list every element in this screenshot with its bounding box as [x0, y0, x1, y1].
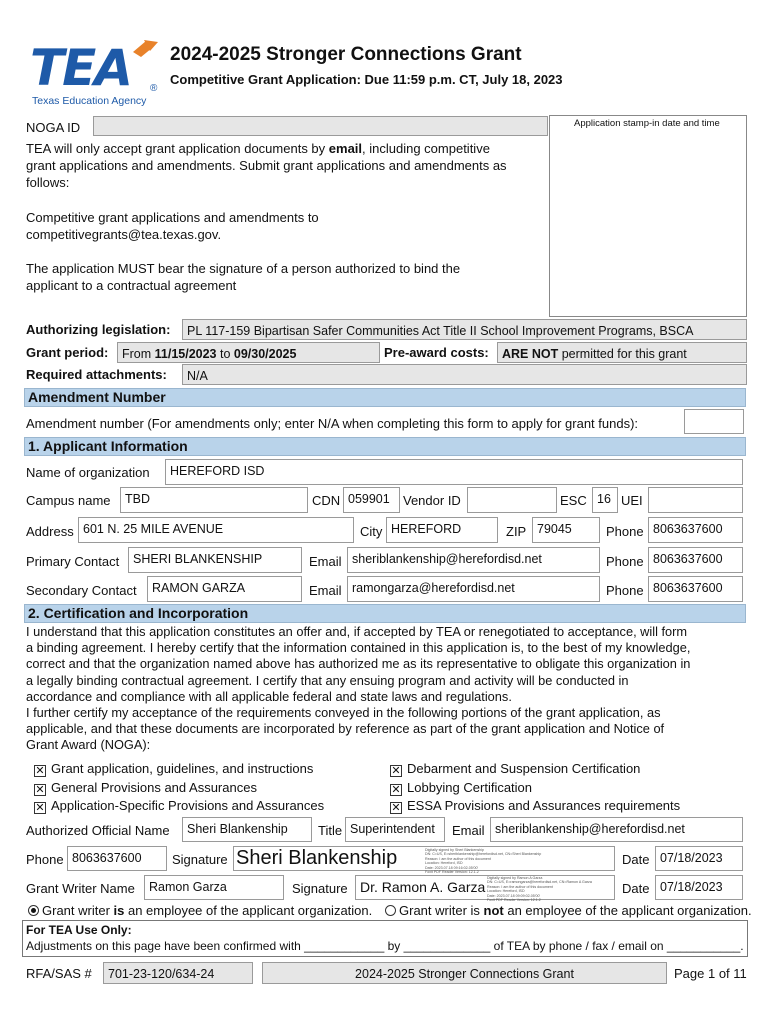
- check-debarment[interactable]: ✕ Debarment and Suspension Certification: [391, 761, 641, 777]
- zip-label: ZIP: [506, 524, 527, 539]
- primary-contact-field[interactable]: SHERI BLANKENSHIP: [128, 547, 302, 573]
- vendor-label: Vendor ID: [403, 493, 461, 508]
- submission-email: competitivegrants@tea.texas.gov.: [26, 227, 222, 242]
- checkbox-checked-icon: ✕: [35, 783, 45, 796]
- primary-phone-label: Phone: [606, 554, 644, 569]
- logo-subtitle: Texas Education Agency: [32, 95, 147, 107]
- checkbox-checked-icon: ✕: [35, 802, 45, 814]
- writer-signature: Dr. Ramon A. Garza: [360, 879, 486, 895]
- check-essa[interactable]: ✕ ESSA Provisions and Assurances requirements: [391, 798, 681, 814]
- noga-field[interactable]: [93, 116, 548, 136]
- amendment-field[interactable]: [684, 409, 744, 434]
- checklist-left: [34, 760, 324, 816]
- official-title-field[interactable]: Superintendent: [345, 817, 445, 842]
- zip-field[interactable]: 79045: [532, 517, 600, 543]
- amendment-label: Amendment number (For amendments only; enter N/A when completing this form to apply for grant funds):: [26, 416, 639, 431]
- attachments-label: Required attachments:: [26, 367, 167, 382]
- official-phone-field[interactable]: 8063637600: [67, 846, 167, 871]
- secondary-phone-field[interactable]: 8063637600: [648, 576, 743, 602]
- logo-registered: ®: [150, 83, 158, 94]
- grant-period-field: From 11/15/2023 to 09/30/2025: [117, 342, 380, 363]
- intro-paragraph-2: Competitive grant applications and amendments to competitivegrants@tea.texas.gov.: [26, 210, 319, 242]
- certification-heading: 2. Certification and Incorporation: [24, 604, 746, 623]
- intro-paragraph-3: The application MUST bear the signature of a person authorized to bind the applicant to a contractual agreement: [26, 261, 461, 293]
- tea-logo: [28, 38, 163, 108]
- writer-name-field[interactable]: Ramon Garza: [144, 875, 284, 900]
- official-signature-meta: Digitally signed by Sheri Blankenship DN: C=US, E=sheriblankenship@herefordisd.net, CN=Sheri Blankenship Reason: I am the author of this document Location: Hereford, ISD Date: 2023.07.18 09:16:02-05'00' Foxit PDF Reader Version: 12.1.2: [425, 848, 542, 875]
- official-name-field[interactable]: Sheri Blankenship: [182, 817, 312, 842]
- official-title-label: Title: [318, 823, 343, 838]
- rfa-field: 701-23-120/634-24: [103, 962, 253, 984]
- secondary-email-label: Email: [309, 583, 342, 598]
- campus-label: Campus name: [26, 493, 111, 508]
- uei-field[interactable]: [648, 487, 743, 513]
- vendor-field[interactable]: [467, 487, 557, 513]
- preaward-label: Pre-award costs:: [384, 345, 489, 360]
- check-specific-provisions[interactable]: ✕ Application-Specific Provisions and Assurances: [35, 798, 325, 814]
- primary-email-field[interactable]: sheriblankenship@herefordisd.net: [347, 547, 600, 573]
- preaward-field: ARE NOT permitted for this grant: [497, 342, 747, 363]
- stamp-box: [549, 115, 747, 317]
- primary-phone-field[interactable]: 8063637600: [648, 547, 743, 573]
- tea-use-box: [22, 920, 748, 957]
- logo-letters: TEA: [30, 39, 131, 97]
- official-date-label: Date: [622, 852, 650, 867]
- campus-field[interactable]: TBD: [120, 487, 308, 513]
- radio-unselected-icon: [385, 905, 396, 916]
- page-number: Page 1 of 11: [674, 966, 747, 981]
- check-grant-application[interactable]: ✕ Grant application, guidelines, and instructions: [35, 761, 314, 777]
- page-subtitle: Competitive Grant Application: Due 11:59 p.m. CT, July 18, 2023: [170, 72, 563, 87]
- official-date-field[interactable]: 07/18/2023: [655, 846, 743, 871]
- org-field[interactable]: HEREFORD ISD: [165, 459, 743, 485]
- city-label: City: [360, 524, 383, 539]
- page-title: 2024-2025 Stronger Connections Grant: [170, 44, 522, 65]
- primary-contact-label: Primary Contact: [26, 554, 120, 569]
- program-name-field: 2024-2025 Stronger Connections Grant: [262, 962, 667, 984]
- checkbox-checked-icon: ✕: [391, 765, 401, 777]
- writer-signature-label: Signature: [292, 881, 348, 896]
- tea-use-text: Adjustments on this page have been confirmed with ____________ by _____________ of TEA by phone / fax / email on ___________.: [26, 939, 744, 953]
- address-label: Address: [26, 524, 74, 539]
- certification-text: I understand that this application constitutes an offer and, if accepted by TEA or renegotiated to acceptance, will form a binding agreement. I hereby certify that the information contained in this application is, to the best of my knowledge, correct and that the organization named above has authorized me as its representative to obligate this organization in a legally binding contractual agreement. I certify that any ensuing program and activity will be conducted in accordance and compliance with all applicable federal and state laws and regulations. I further certify my acceptance of the requirements conveyed in the following portions of the grant application, as applicable, and that these documents are incorporated by reference as part of the grant application and Notice of Grant Award (NOGA):: [26, 624, 691, 753]
- checkbox-checked-icon: ✕: [391, 802, 401, 814]
- official-name-label: Authorized Official Name: [26, 823, 170, 838]
- cdn-label: CDN: [312, 493, 341, 508]
- official-signature: Sheri Blankenship: [236, 847, 398, 869]
- primary-email-label: Email: [309, 554, 342, 569]
- phone-field[interactable]: 8063637600: [648, 517, 743, 543]
- official-phone-label: Phone: [26, 852, 64, 867]
- phone-label: Phone: [606, 524, 644, 539]
- city-field[interactable]: HEREFORD: [386, 517, 498, 543]
- amendment-heading: Amendment Number: [24, 388, 746, 407]
- secondary-email-field[interactable]: ramongarza@herefordisd.net: [347, 576, 600, 602]
- checkbox-checked-icon: ✕: [35, 765, 45, 777]
- attachments-field: N/A: [182, 364, 747, 385]
- writer-signature-meta: Digitally signed by Ramon A Garza DN: C=US, E=ramongarza@herefordisd.net, CN=Ramon A Garza Reason: I am the author of this document Location: Hereford, ISD Date: 2023.07.18 09:09:02-05'00' Foxit PDF Reader Version: 12.1.2: [487, 876, 592, 903]
- official-signature-label: Signature: [172, 852, 228, 867]
- radio-writer-not-employee[interactable]: Grant writer is not an employee of the applicant organization.: [385, 903, 752, 919]
- rfa-label: RFA/SAS #: [26, 966, 92, 981]
- esc-field[interactable]: 16: [592, 487, 618, 513]
- official-email-label: Email: [452, 823, 485, 838]
- checkbox-checked-icon: ✕: [391, 783, 401, 796]
- tea-use-heading: For TEA Use Only:: [26, 923, 132, 937]
- radio-writer-employee[interactable]: Grant writer is an employee of the applicant organization.: [28, 903, 372, 919]
- writer-date-field[interactable]: 07/18/2023: [655, 875, 743, 900]
- intro-paragraph-1: TEA will only accept grant application documents by email, including competitive grant applications and amendments. Submit grant applications and amendments as follows:: [26, 141, 507, 190]
- noga-label: NOGA ID: [26, 120, 81, 135]
- official-email-field[interactable]: sheriblankenship@herefordisd.net: [490, 817, 743, 842]
- stamp-label: Application stamp-in date and time: [574, 118, 720, 129]
- writer-name-label: Grant Writer Name: [26, 881, 135, 896]
- applicant-heading: 1. Applicant Information: [24, 437, 746, 456]
- check-general-provisions[interactable]: ✕ General Provisions and Assurances: [35, 779, 257, 796]
- secondary-contact-label: Secondary Contact: [26, 583, 137, 598]
- secondary-contact-field[interactable]: RAMON GARZA: [147, 576, 302, 602]
- checklist-right: [390, 760, 680, 816]
- grant-period-label: Grant period:: [26, 345, 109, 360]
- esc-label: ESC: [560, 493, 587, 508]
- legislation-field: PL 117-159 Bipartisan Safer Communities Act Title II School Improvement Programs, BSCA: [182, 319, 747, 340]
- radio-selected-icon: [28, 905, 39, 916]
- uei-label: UEI: [621, 493, 643, 508]
- address-field[interactable]: 601 N. 25 MILE AVENUE: [78, 517, 354, 543]
- writer-date-label: Date: [622, 881, 650, 896]
- legislation-label: Authorizing legislation:: [26, 322, 171, 337]
- check-lobbying[interactable]: ✕ Lobbying Certification: [391, 779, 533, 796]
- cdn-field[interactable]: 059901: [343, 487, 400, 513]
- org-label: Name of organization: [26, 465, 150, 480]
- secondary-phone-label: Phone: [606, 583, 644, 598]
